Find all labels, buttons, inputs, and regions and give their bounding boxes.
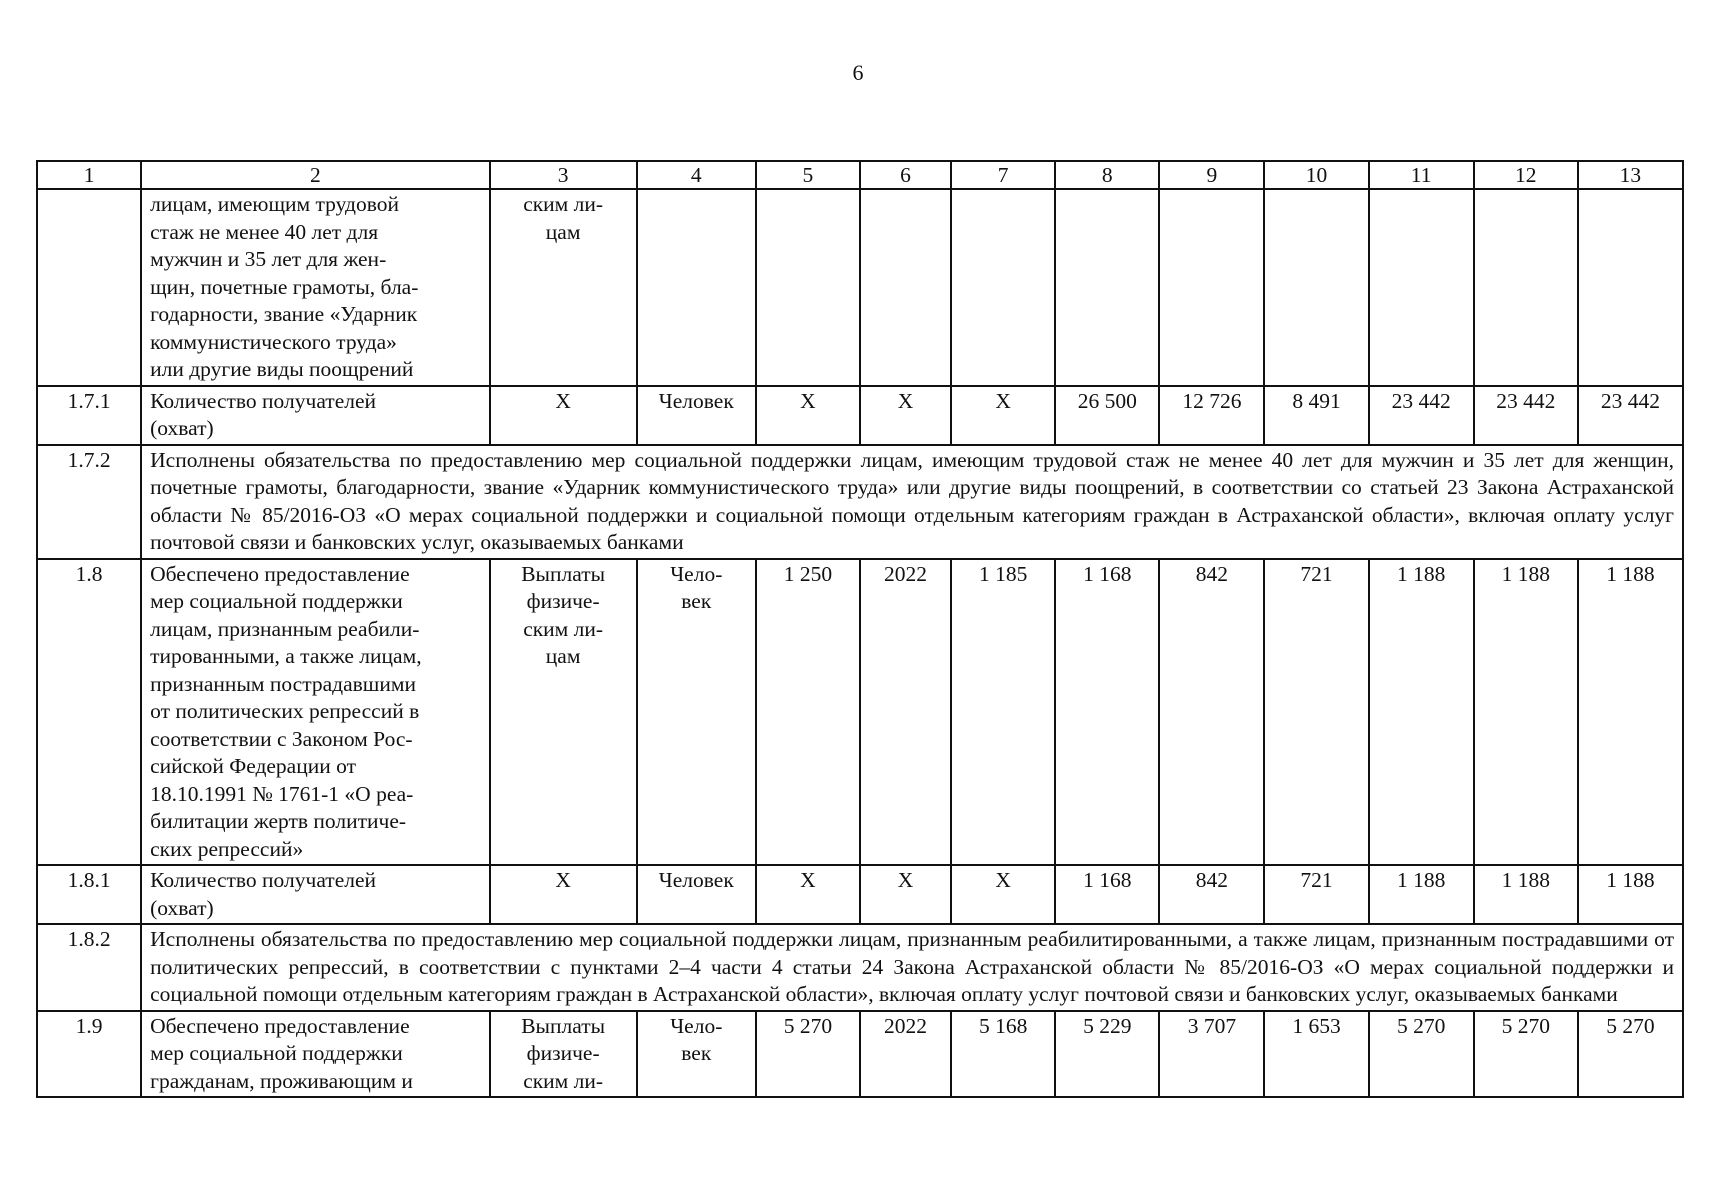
- value-cell: 3 707: [1159, 1011, 1264, 1098]
- value-cell: 8 491: [1264, 386, 1368, 445]
- header-cell: 7: [951, 161, 1055, 189]
- header-cell: 6: [860, 161, 951, 189]
- code-cell: 1.8: [37, 559, 141, 866]
- full-width-text-cell: Исполнены обязательства по предоставлению мер социальной поддержки лицам, имеющим трудовой стаж не менее 40 лет для мужчин и 35 лет для женщин, почетные грамоты, благодарности, звание «Ударник коммунистического труда» или другие виды поощрений, в соответствии со статьей 23 Закона Астраханской области № 85/2016-ОЗ «О мерах социальной поддержки и социальной помощи отдельным категориям граждан в Астраханской области», включая оплату услуг почтовой связи и банковских услуг, оказываемых банками: [141, 445, 1683, 559]
- header-cell: 8: [1055, 161, 1159, 189]
- value-cell: 1 188: [1369, 865, 1474, 924]
- value-cell: 5 168: [951, 1011, 1055, 1098]
- value-cell: 5 270: [756, 1011, 860, 1098]
- description-cell: Количество получателей (охват): [141, 865, 489, 924]
- value-cell: 5 270: [1369, 1011, 1474, 1098]
- value-cell: 26 500: [1055, 386, 1159, 445]
- value-cell: [1055, 189, 1159, 386]
- value-cell: 12 726: [1159, 386, 1264, 445]
- full-width-text-cell: Исполнены обязательства по предоставлению мер социальной поддержки лицам, признанным реабилитированными, а также лицам, признанным пострадавшими от политических репрессий, в соответствии с пунктами 2–4 части 4 статьи 24 Закона Астраханской области № 85/2016-ОЗ «О мерах социальной поддержки и социальной помощи отдельным категориям граждан в Астраханской области», включая оплату услуг почтовой связи и банковских услуг, оказываемых банками: [141, 924, 1683, 1011]
- description-cell: Количество получателей (охват): [141, 386, 489, 445]
- value-cell: 1 653: [1264, 1011, 1368, 1098]
- header-cell: 4: [637, 161, 756, 189]
- value-cell: X: [951, 386, 1055, 445]
- value-cell: 5 270: [1578, 1011, 1683, 1098]
- value-cell: [860, 189, 951, 386]
- value-cell: 1 188: [1369, 559, 1474, 866]
- year-cell: 2022: [860, 1011, 951, 1098]
- unit-cell: [637, 189, 756, 386]
- type-cell: Выплаты физиче- ским ли-: [490, 1011, 637, 1098]
- value-cell: X: [756, 386, 860, 445]
- type-cell: ским ли- цам: [490, 189, 637, 386]
- value-cell: 1 188: [1578, 865, 1683, 924]
- value-cell: [1578, 189, 1683, 386]
- value-cell: 1 188: [1474, 865, 1578, 924]
- value-cell: 5 270: [1474, 1011, 1578, 1098]
- value-cell: X: [951, 865, 1055, 924]
- type-cell: X: [490, 386, 637, 445]
- header-row: [37, 161, 1683, 189]
- value-cell: [1369, 189, 1474, 386]
- value-cell: [1474, 189, 1578, 386]
- value-cell: 1 250: [756, 559, 860, 866]
- value-cell: 23 442: [1474, 386, 1578, 445]
- value-cell: 1 168: [1055, 559, 1159, 866]
- table-row-1-8-1: [37, 865, 1683, 924]
- value-cell: X: [860, 865, 951, 924]
- unit-cell: Человек: [637, 386, 756, 445]
- value-cell: X: [756, 865, 860, 924]
- code-cell: 1.7.1: [37, 386, 141, 445]
- value-cell: 1 188: [1474, 559, 1578, 866]
- type-cell: Выплаты физиче- ским ли- цам: [490, 559, 637, 866]
- value-cell: [951, 189, 1055, 386]
- type-cell: X: [490, 865, 637, 924]
- description-cell: Обеспечено предоставление мер социальной поддержки гражданам, проживающим и: [141, 1011, 489, 1098]
- unit-cell: Чело- век: [637, 1011, 756, 1098]
- table-row-1-8: [37, 559, 1683, 866]
- value-cell: [756, 189, 860, 386]
- table-row-1-8-2: [37, 924, 1683, 1011]
- table-row-continuation: [37, 189, 1683, 386]
- header-cell: 9: [1159, 161, 1264, 189]
- table-row-1-7-1: [37, 386, 1683, 445]
- page-number: 6: [852, 60, 864, 85]
- header-cell: 13: [1578, 161, 1683, 189]
- value-cell: 721: [1264, 865, 1368, 924]
- header-cell: 5: [756, 161, 860, 189]
- unit-cell: Человек: [637, 865, 756, 924]
- value-cell: 1 168: [1055, 865, 1159, 924]
- value-cell: 842: [1159, 559, 1264, 866]
- code-cell: 1.8.2: [37, 924, 141, 1011]
- indicators-table: [36, 160, 1684, 1098]
- unit-cell: Чело- век: [637, 559, 756, 866]
- header-cell: 11: [1369, 161, 1474, 189]
- header-cell: 3: [490, 161, 637, 189]
- value-cell: 23 442: [1369, 386, 1474, 445]
- value-cell: [1264, 189, 1368, 386]
- value-cell: [1159, 189, 1264, 386]
- code-cell: 1.8.1: [37, 865, 141, 924]
- value-cell: 23 442: [1578, 386, 1683, 445]
- code-cell: 1.7.2: [37, 445, 141, 559]
- code-cell: 1.9: [37, 1011, 141, 1098]
- description-cell: лицам, имеющим трудовой стаж не менее 40 лет для мужчин и 35 лет для жен- щин, почетные грамоты, бла- годарности, звание «Ударник коммунистического труда» или другие виды поощрений: [141, 189, 489, 386]
- value-cell: 1 185: [951, 559, 1055, 866]
- table-row-1-9: [37, 1011, 1683, 1098]
- table-row-1-7-2: [37, 445, 1683, 559]
- value-cell: 842: [1159, 865, 1264, 924]
- header-cell: 1: [37, 161, 141, 189]
- value-cell: X: [860, 386, 951, 445]
- code-cell: [37, 189, 141, 386]
- description-cell: Обеспечено предоставление мер социальной поддержки лицам, признанным реабили- тированными, а также лицам, признанным пострадавшими от политических репрессий в соответствии с Законом Рос- сийской Федерации от 18.10.1991 № 1761-1 «О реа- билитации жертв политиче- ских репрессий»: [141, 559, 489, 866]
- value-cell: 5 229: [1055, 1011, 1159, 1098]
- header-cell: 10: [1264, 161, 1368, 189]
- header-cell: 2: [141, 161, 489, 189]
- value-cell: 721: [1264, 559, 1368, 866]
- header-cell: 12: [1474, 161, 1578, 189]
- year-cell: 2022: [860, 559, 951, 866]
- value-cell: 1 188: [1578, 559, 1683, 866]
